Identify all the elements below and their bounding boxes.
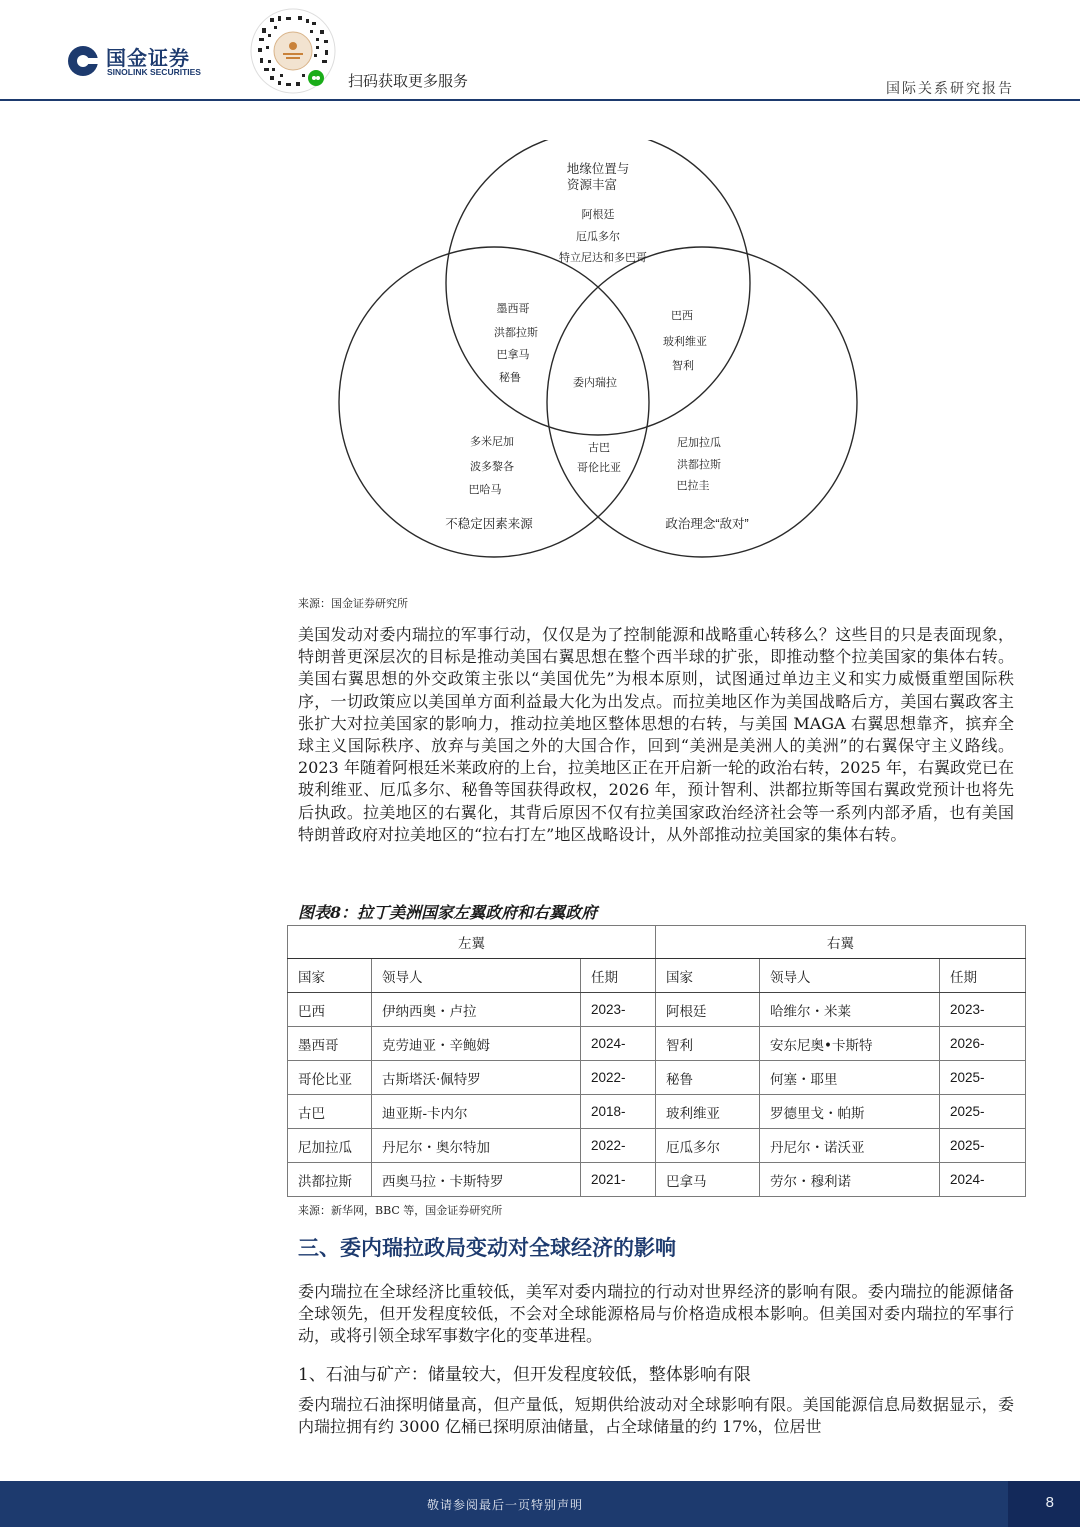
venn-top-label-line2: 资源丰富 [566,178,618,192]
table-row [288,1163,1026,1197]
table-row [288,1027,1026,1061]
column-header: 领导人 [372,959,581,993]
venn-bottom-item: 哥伦比亚 [577,461,621,474]
venn-center-item: 委内瑞拉 [573,376,617,389]
page-header [0,0,1080,100]
logo-english-name: SINOLINK SECURITIES [107,67,201,77]
table-cell: 2025- [940,1061,1026,1095]
qr-code-caption: 扫码获取更多服务 [348,73,469,90]
column-header: 任期 [581,959,656,993]
table-cell: 洪都拉斯 [288,1163,372,1197]
disclaimer-note: 敬请参阅最后一页特别声明 [426,1498,583,1512]
venn-top-item: 厄瓜多尔 [576,230,620,243]
left-wing-group-header: 左翼 [288,926,656,959]
table-cell: 古巴 [288,1095,372,1129]
table-row [288,1129,1026,1163]
venn-top-left-item: 巴拿马 [496,348,530,361]
table-cell: 厄瓜多尔 [656,1129,760,1163]
header-divider [0,99,1080,101]
column-header: 国家 [656,959,760,993]
table-cell: 2022- [581,1061,656,1095]
venn-top-left-item: 洪都拉斯 [494,326,538,339]
table-cell: 罗德里戈・帕斯 [760,1095,940,1129]
venn-circle-left [339,247,649,557]
table-cell: 墨西哥 [288,1027,372,1061]
venn-top-item: 特立尼达和多巴哥 [559,251,647,264]
venn-left-item: 多米尼加 [470,435,514,448]
venn-right-item: 尼加拉瓜 [677,436,721,449]
section-intro-paragraph: 委内瑞拉在全球经济比重较低，美军对委内瑞拉的行动对世界经济的影响有限。委内瑞拉的能源储备全球领先，但开发程度较低，不会对全球能源格局与价格造成根本影响。但美国对委内瑞拉的军事行动，或将引领全球军事数字化的变革进程。 [298,1282,1014,1346]
page-footer [0,1481,1080,1527]
table-cell: 2024- [581,1027,656,1061]
analysis-paragraph: 美国发动对委内瑞拉的军事行动，仅仅是为了控制能源和战略重心转移么？这些目的只是表面现象，特朗普更深层次的目标是推动美国右翼思想在整个西半球的扩张，即推动整个拉美国家的集体右转。美国右翼思想的外交政策主张以“美国优先”为根本原则，试图通过单边主义和实力威慑重塑国际秩序，一切政策应以美国单方面利益最大化为出发点。而拉美地区作为美国战略后方，美国右翼政客主张扩大对拉美国家的影响力，推动拉美地区整体思想的右转，与美国 MAGA 右翼思想靠齐，摈弃全球主义国际秩序、放弃与美国之外的大国合作，回到“美洲是美洲人的美洲”的右翼保守主义路线。2023 年随着阿根廷米莱政府的上台，拉美地区正在开启新一轮的政治右转，2025 年，右翼政党已在玻利维亚、厄瓜多尔、秘鲁等国获得政权，2026 年，预计智利、洪都拉斯等国右翼政党预计也将先后执政。拉美地区的右翼化，其背后原因不仅有拉美国家政治经济社会等一系列内部矛盾，也有美国特朗普政府对拉美地区的“拉右打左”地区战略设计，从外部推动拉美国家的集体右转。 [298,625,1014,844]
table-cell: 巴拿马 [656,1163,760,1197]
report-type-label: 国际关系研究报告 [886,81,1014,97]
table-cell: 丹尼尔・诺沃亚 [760,1129,940,1163]
table-source-note: 来源：新华网，BBC 等，国金证券研究所 [298,1204,503,1217]
venn-top-right-item: 玻利维亚 [663,335,707,348]
figure-source-note: 来源：国金证券研究所 [298,597,408,610]
table-cell: 秘鲁 [656,1061,760,1095]
logo-chinese-name: 国金证券 [106,48,190,70]
table-cell: 阿根廷 [656,993,760,1027]
logo-mark-icon [66,44,100,78]
venn-circle-right [547,247,857,557]
venn-diagram [330,140,870,570]
venn-top-left-item: 秘鲁 [499,371,521,384]
table-group-header-row [288,926,1026,959]
table-cell: 2024- [940,1163,1026,1197]
mini-program-qr-code-icon[interactable] [250,8,336,94]
table-cell: 2023- [940,993,1026,1027]
venn-top-item: 阿根廷 [581,208,615,221]
venn-top-right-item: 巴西 [671,309,693,322]
table-cell: 智利 [656,1027,760,1061]
table-cell: 玻利维亚 [656,1095,760,1129]
table-row [288,993,1026,1027]
table-row [288,1061,1026,1095]
table-cell: 哥伦比亚 [288,1061,372,1095]
page-number: 8 [1045,1494,1054,1511]
venn-left-item: 巴哈马 [468,483,502,496]
column-header: 国家 [288,959,372,993]
venn-left-item: 波多黎各 [470,460,514,473]
table-cell: 2021- [581,1163,656,1197]
venn-left-label: 不稳定因素来源 [445,517,533,531]
venn-top-label-line1: 地缘位置与 [566,162,630,176]
table-cell: 克劳迪亚・辛鲍姆 [372,1027,581,1061]
table-cell: 何塞・耶里 [760,1061,940,1095]
company-logo [66,42,226,82]
table-cell: 古斯塔沃·佩特罗 [372,1061,581,1095]
table-cell: 2026- [940,1027,1026,1061]
right-wing-group-header: 右翼 [656,926,1026,959]
table-cell: 迪亚斯-卡内尔 [372,1095,581,1129]
table-cell: 2022- [581,1129,656,1163]
government-table [287,925,1026,1197]
table-cell: 丹尼尔・奥尔特加 [372,1129,581,1163]
table-cell: 巴西 [288,993,372,1027]
venn-bottom-item: 古巴 [588,441,610,454]
table-cell: 西奥马拉・卡斯特罗 [372,1163,581,1197]
table-cell: 哈维尔・米莱 [760,993,940,1027]
table-cell: 2023- [581,993,656,1027]
venn-right-item: 洪都拉斯 [677,458,721,471]
venn-top-left-item: 墨西哥 [496,302,530,315]
venn-right-label: 政治理念“敌对” [665,517,749,531]
table-cell: 2025- [940,1095,1026,1129]
table-cell: 安东尼奥•卡斯特 [760,1027,940,1061]
table-cell: 尼加拉瓜 [288,1129,372,1163]
section-heading: 三、委内瑞拉政局变动对全球经济的影响 [298,1237,676,1260]
venn-right-item: 巴拉圭 [676,479,710,492]
page-number-box [1008,1481,1080,1527]
table-cell: 伊纳西奥・卢拉 [372,993,581,1027]
table-cell: 2025- [940,1129,1026,1163]
figure-title: 图表8：拉丁美洲国家左翼政府和右翼政府 [298,903,598,922]
column-header: 领导人 [760,959,940,993]
subsection-heading: 1、石油与矿产：储量较大，但开发程度较低，整体影响有限 [298,1365,751,1385]
venn-top-right-item: 智利 [672,359,694,372]
table-cell: 劳尔・穆利诺 [760,1163,940,1197]
table-cell: 2018- [581,1095,656,1129]
table-row [288,1095,1026,1129]
oil-reserves-paragraph: 委内瑞拉石油探明储量高，但产量低，短期供给波动对全球影响有限。美国能源信息局数据显示，委内瑞拉拥有约 3000 亿桶已探明原油储量，占全球储量的约 17%，位居世 [298,1395,1014,1437]
table-column-header-row [288,959,1026,993]
column-header: 任期 [940,959,1026,993]
